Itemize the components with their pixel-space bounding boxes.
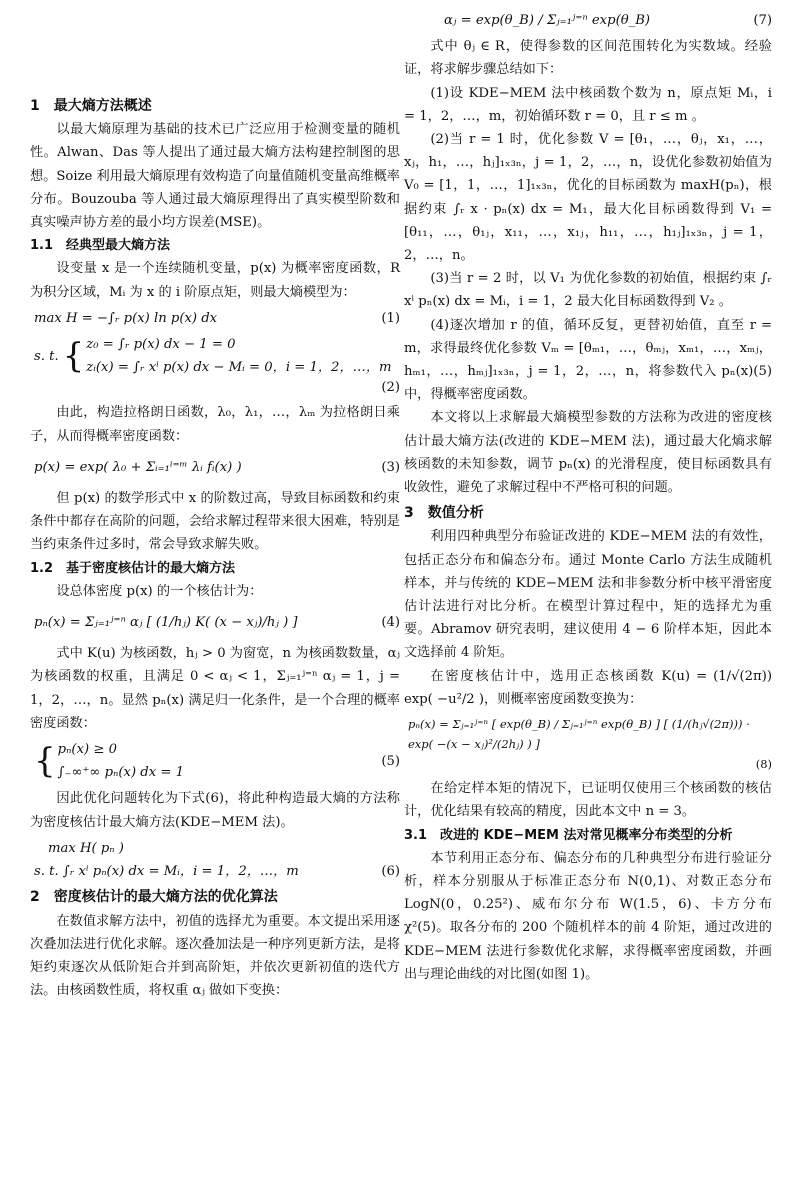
step-4: (4)逐次增加 r 的值，循环反复，更替初始值，直至 r = m，求得最终优化参数 Vₘ = [θₘ₁，…，θₘⱼ，xₘ₁，…，xₘⱼ，hₘ₁，…，hₘⱼ]₁ₓ₃ₙ，j = 1，2，…，n，将参数代入 pₙ(x)(5) 中，得概率密度函数。: [404, 317, 772, 403]
section-3-paragraph-1: 利用四种典型分布验证改进的 KDE−MEM 法的有效性，包括正态分布和偏态分布。通过 Monte Carlo 方法生成随机样本，并与传统的 KDE−MEM 法和非参数分析中核平滑密度估计法进行对比分析。在模型计算过程中，矩的选择尤为重要。Abramov 研究表明，建议使用 4 − 6 阶样本矩，因此本文选择前 4 阶矩。: [404, 529, 772, 661]
step-3: (3)当 r = 2 时，以 V₁ 为优化参数的初始值，根据约束 ∫ᵣ xⁱ pₙ(x) dx = Mᵢ，i = 1，2 最大化目标函数得到 V₂ 。: [404, 271, 772, 310]
equation-1-number: (1): [381, 310, 400, 326]
section-3-heading: 3 数值分析: [404, 505, 484, 522]
section-1-1-paragraph-3: 但 p(x) 的数学形式中 x 的阶数过高，导致目标函数和约束条件中都存在高阶的问题，会给求解过程带来很大困难，特别是当约束条件过多时，常会导致求解失败。: [30, 491, 400, 553]
equation-3-number: (3): [381, 459, 400, 475]
equation-4-body: pₙ(x) = Σⱼ₌₁ʲ⁼ⁿ αⱼ [ (1/hⱼ) K( (x − xⱼ)/hⱼ ) ]: [34, 615, 298, 631]
left-column: [30, 92, 400, 1002]
section-2-heading: 2 密度核估计的最大熵方法的优化算法: [30, 889, 278, 906]
paragraph-theta: 式中 θⱼ ∈ R，使得参数的区间范围转化为实数域。经验证，将求解步骤总结如下：: [404, 39, 772, 78]
paragraph-method-summary: 本文将以上求解最大熵模型参数的方法称为改进的密度核估计最大熵方法(改进的 KDE−MEM 法)，通过最大化熵求解核函数的未知参数，调节 pₙ(x) 的光滑程度，使目标函数具有收敛性，避免了求解过程中不严格可积的问题。: [404, 410, 772, 496]
section-1-paragraph: 以最大熵原理为基础的技术已广泛应用于检测变量的随机性。Alwan、Das 等人提出了通过最大熵方法构建控制图的思想。Soize 利用最大熵原理有效构造了向量值随机变量高维概率分布。Bouzouba 等人通过最大熵原理得出了真实模型阶数和真实噪声协方差的最小均方误差(MSE)。: [30, 122, 400, 231]
equation-8: [404, 714, 772, 774]
step-1: (1)设 KDE−MEM 法中核函数个数为 n，原点矩 Mᵢ，i = 1，2，…，m，初始循环数 r = 0，且 r ≤ m 。: [404, 85, 772, 124]
equation-2-line-2: zᵢ(x) = ∫ᵣ xⁱ p(x) dx − Mᵢ = 0，i = 1，2，…，m: [86, 360, 392, 376]
equation-8-body: pₙ(x) = Σⱼ₌₁ʲ⁼ⁿ [ exp(θ_B) / Σⱼ₌₁ʲ⁼ⁿ exp(θ_B) ] [ (1/(hⱼ√(2π))) · exp( −(x − xⱼ)²/(2hⱼ) ) ]: [408, 717, 750, 752]
equation-6-line-2: s. t. ∫ᵣ xⁱ pₙ(x) dx = Mᵢ，i = 1，2，…，m: [34, 864, 299, 880]
equation-5-line-1: pₙ(x) ≥ 0: [57, 742, 117, 758]
section-1-heading: 1 最大熵方法概述: [30, 98, 152, 114]
section-1-2-paragraph-3: 因此优化问题转化为下式(6)，将此种构造最大熵的方法称为密度核估计最大熵方法(KDE−MEM 法)。: [30, 791, 400, 830]
section-1-2-paragraph-1: 设总体密度 p(x) 的一个核估计为：: [56, 583, 263, 599]
section-1-2-heading: 1.2 基于密度核估计的最大熵方法: [30, 560, 236, 576]
equation-6: [30, 837, 400, 883]
equation-2: [30, 333, 400, 396]
step-2: (2)当 r = 1 时，优化参数 V = [θ₁，…，θⱼ，x₁，…，xⱼ，h₁，…，hⱼ]₁ₓ₃ₙ，j = 1，2，…，n，设优化参数初始值为 V₀ = [1，1，…，1]₁ₓ₃ₙ，优化的目标函数为 maxH(pₙ)，根据约束 ∫ᵣ x · pₙ(x) dx = M₁，最大化目标函数得到 V₁ = [θ₁₁，…，θ₁ⱼ，x₁₁，…，x₁ⱼ，h₁₁，…，h₁ⱼ]₁ₓ₃ₙ，j = 1，2，…，n。: [404, 132, 772, 264]
equation-5-number: (5): [381, 754, 400, 770]
section-3-paragraph-3: 在给定样本矩的情况下，已证明仅使用三个核函数的核估计，优化结果有较高的精度，因此本文中 n = 3。: [404, 781, 772, 820]
section-2-paragraph: 在数值求解方法中，初值的选择尤为重要。本文提出采用逐次叠加法进行优化求解。逐次叠加法是一种序列更新方法，是将矩约束逐次从低阶矩合并到高阶矩，并依次更新初值的迭代方法。由核函数性质，将权重 αⱼ 做如下变换：: [30, 913, 400, 999]
equation-7: [404, 9, 772, 32]
equation-6-number: (6): [381, 863, 400, 879]
equation-6-line-1: max H( pₙ ): [48, 840, 124, 856]
equation-5: [30, 738, 400, 784]
equation-7-number: (7): [753, 13, 772, 28]
section-1-1-paragraph-2: 由此，构造拉格朗日函数，λ₀，λ₁，…，λₘ 为拉格朗日乘子，从而得概率密度函数：: [30, 405, 400, 444]
equation-4-number: (4): [381, 615, 400, 631]
equation-5-line-2: ∫₋∞⁺∞ pₙ(x) dx = 1: [57, 765, 185, 781]
section-1-1-paragraph-1: 设变量 x 是一个连续随机变量，p(x) 为概率密度函数，R 为积分区域，Mᵢ 为 x 的 i 阶原点矩，则最大熵模型为：: [30, 261, 400, 300]
equation-2-line-1: z₀ = ∫ᵣ p(x) dx − 1 = 0: [86, 337, 236, 353]
section-3-1-heading: 3.1 改进的 KDE−MEM 法对常见概率分布类型的分析: [404, 827, 733, 843]
equation-3-body: p(x) = exp( λ₀ + Σᵢ₌₁ⁱ⁼ᵐ λᵢ fᵢ(x) ): [34, 459, 242, 475]
equation-1: [30, 307, 400, 330]
equation-4: [30, 611, 400, 634]
section-3-1-paragraph: 本节利用正态分布、偏态分布的几种典型分布进行验证分析，样本分别服从于标准正态分布 N(0,1)、对数正态分布 LogN(0，0.25²)、威布尔分布 W(1.5，6)、卡方分布 χ²(5)。取各分布的 200 个随机样本的前 4 阶矩，通过改进的 KDE−MEM 法进行参数优化求解，求得概率密度函数，并画出与理论曲线的对比图(如图 1)。: [404, 850, 772, 982]
right-column: [404, 6, 772, 986]
equation-7-body: αⱼ = exp(θ_B) / Σⱼ₌₁ʲ⁼ⁿ exp(θ_B): [444, 13, 651, 28]
equation-3: [30, 456, 400, 479]
equation-1-body: max H = −∫ᵣ p(x) ln p(x) dx: [34, 310, 218, 326]
equation-5-brace: {: [34, 741, 56, 782]
section-3-paragraph-2: 在密度核估计中，选用正态核函数 K(u) = (1/√(2π)) exp( −u²/2 )，则概率密度函数变换为：: [404, 668, 772, 707]
equation-2-brace: {: [62, 336, 85, 377]
section-1-1-heading: 1.1 经典型最大熵方法: [30, 238, 171, 254]
section-1-2-paragraph-2: 式中 K(u) 为核函数，hⱼ > 0 为窗宽，n 为核函数数量，αⱼ 为核函数的权重，且满足 0 < αⱼ < 1，Σⱼ₌₁ʲ⁼ⁿ αⱼ = 1，j = 1，2，…，n。显然 pₙ(x) 满足归一化条件，是一个合理的概率密度函数：: [30, 646, 400, 731]
equation-2-st: s. t.: [34, 348, 59, 364]
equation-8-number: (8): [755, 757, 772, 772]
equation-2-number: (2): [381, 380, 400, 396]
